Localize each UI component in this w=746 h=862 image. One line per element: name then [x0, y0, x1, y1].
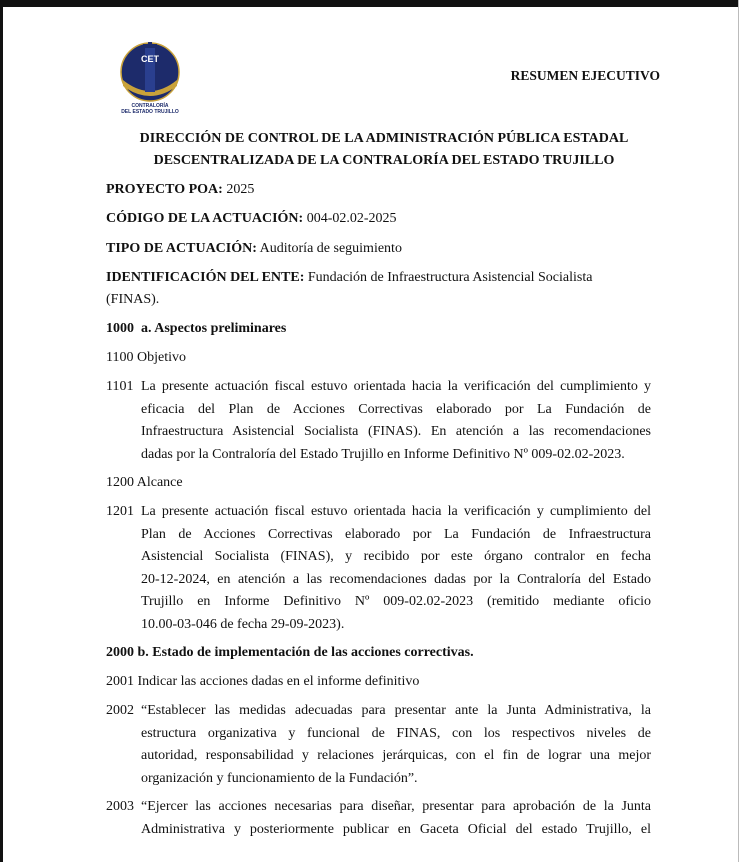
- paragraph-line: estructura organizativa y funcional de FINAS, con los respectivos niveles de: [141, 725, 651, 741]
- paragraph-line: “Ejercer las acciones necesarias para diseñar, presentar para aprobación de la Junta: [141, 799, 651, 814]
- section-number: 1000: [106, 321, 134, 336]
- section-1101-number: 1101: [106, 379, 134, 394]
- field-value: Auditoría de seguimiento: [256, 241, 402, 256]
- paragraph-line: autoridad, responsabilidad y relaciones jerárquicas, con el fin de lograr una mejor: [141, 748, 651, 763]
- field-label: PROYECTO POA:: [106, 182, 223, 197]
- section-1201-number: 1201: [106, 504, 134, 519]
- paragraph-line: Administrativa y posteriormente publicar en Gaceta Oficial del estado Trujillo, el: [141, 821, 651, 837]
- section-2000: 2000 b. Estado de implementación de las acciones correctivas.: [106, 645, 474, 660]
- section-1000: [106, 321, 286, 337]
- field-codigo: [106, 211, 397, 227]
- logo-caption-line1: CONTRALORÍA: [131, 103, 169, 109]
- section-1201-paragraph: [141, 501, 651, 636]
- title-line-2: DESCENTRALIZADA DE LA CONTRALORÍA DEL ESTADO TRUJILLO: [153, 153, 615, 168]
- paragraph-line: Plan de Acciones Correctivas elaborado por La Fundación de Infraestructura: [141, 526, 651, 542]
- paragraph-line: 20-12-2024, en atención a las recomendaciones dadas por la Contraloría del Estado: [141, 571, 651, 587]
- paragraph-line: La presente actuación fiscal estuvo orientada hacia la verificación y cumplimiento del: [141, 504, 651, 519]
- paragraph-line: La presente actuación fiscal estuvo orientada hacia la verificación del cumplimiento y: [141, 379, 651, 394]
- paragraph-line: Infraestructura Asistencial Socialista (FINAS). En atención a las recomendaciones: [141, 424, 651, 439]
- section-2002-paragraph: [141, 700, 651, 790]
- logo-letters: CET: [141, 54, 159, 64]
- field-value: Fundación de Infraestructura Asistencial Socialista: [304, 270, 593, 285]
- paragraph-line: organización y funcionamiento de la Fundación”.: [141, 770, 418, 786]
- field-tipo: [106, 241, 402, 257]
- paragraph-line: “Establecer las medidas adecuadas para presentar ante la Junta Administrativa, la: [141, 703, 651, 718]
- document-type-label: RESUMEN EJECUTIVO: [510, 68, 660, 83]
- field-value: 2025: [222, 182, 255, 197]
- field-ente-cont: (FINAS).: [106, 292, 160, 307]
- field-poa: [106, 182, 254, 198]
- logo-caption: [120, 103, 180, 115]
- page-left-border: [0, 0, 3, 862]
- logo-caption-line2: DEL ESTADO TRUJILLO: [121, 109, 179, 115]
- section-1101-paragraph: [141, 376, 651, 466]
- section-1100: 1100 Objetivo: [106, 350, 186, 365]
- field-value: 004-02.02-2025: [303, 211, 397, 226]
- title-line-1: DIRECCIÓN DE CONTROL DE LA ADMINISTRACIÓN PÚBLICA ESTADAL: [139, 131, 629, 146]
- paragraph-line: 10.00-03-046 de fecha 29-09-2023).: [141, 616, 345, 632]
- section-2003-number: 2003: [106, 799, 134, 814]
- paragraph-line: eficacia del Plan de Acciones Correctivas elaborado por La Fundación de: [141, 401, 651, 417]
- section-1200: 1200 Alcance: [106, 475, 183, 490]
- field-label: IDENTIFICACIÓN DEL ENTE:: [106, 270, 305, 285]
- section-2002-number: 2002: [106, 703, 134, 718]
- page-top-border: [0, 0, 746, 7]
- paragraph-line: Trujillo en Informe Definitivo Nº 009-02.02-2023 (remitido mediante oficio: [141, 594, 651, 609]
- field-label: TIPO DE ACTUACIÓN:: [106, 241, 257, 256]
- field-label: CÓDIGO DE LA ACTUACIÓN:: [106, 211, 304, 226]
- field-ente: [106, 270, 592, 286]
- section-2001: 2001 Indicar las acciones dadas en el informe definitivo: [106, 674, 420, 689]
- paragraph-line: dadas por la Contraloría del Estado Trujillo en Informe Definitivo Nº 009-02.02-2023.: [141, 446, 625, 462]
- section-2003-paragraph: [141, 796, 651, 841]
- paragraph-line: Asistencial Socialista (FINAS), y recibido por este órgano contralor en fecha: [141, 549, 651, 564]
- page-right-edge: [738, 0, 746, 862]
- section-heading: a. Aspectos preliminares: [134, 321, 287, 336]
